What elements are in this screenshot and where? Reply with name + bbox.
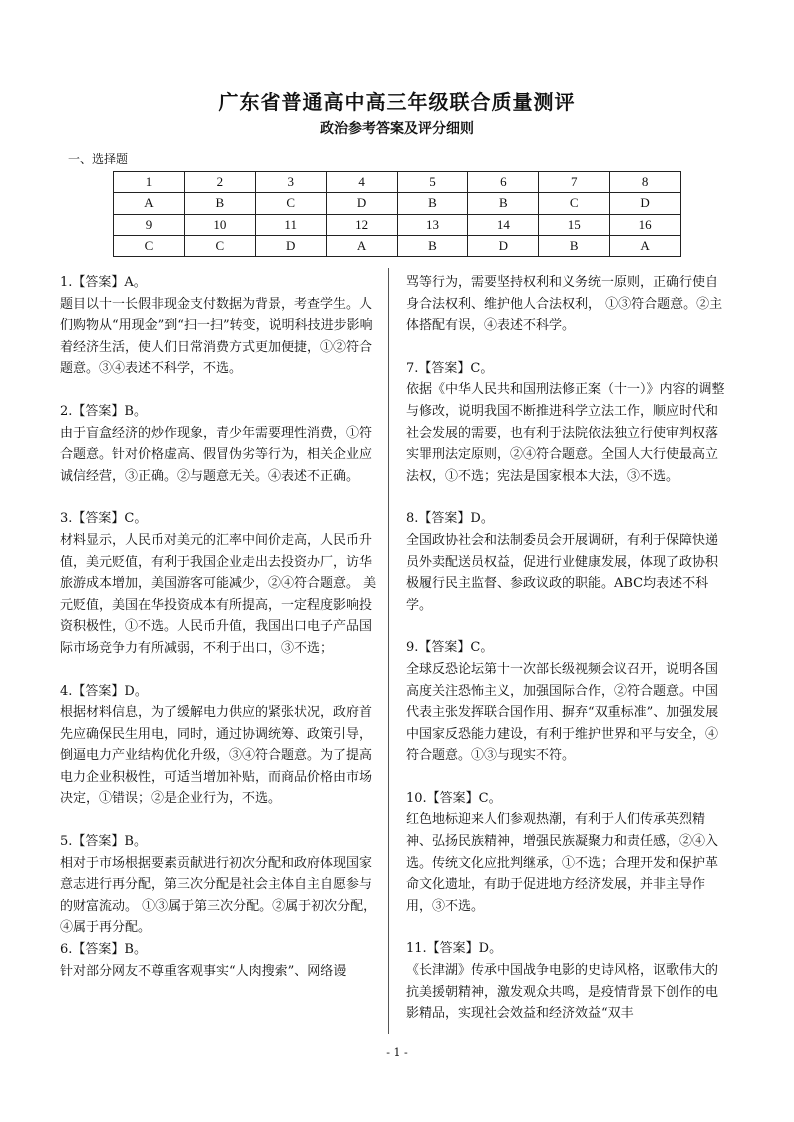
answer-table-cell: 4 bbox=[326, 172, 397, 193]
answer-explanation: 全球反恐论坛第十一次部长级视频会议召开，说明各国高度关注恐怖主义，加强国际合作，②符合题意。中国代表主张发挥联合国作用、摒弃“双重标准”、加强发展中国家反恐能力建设，有利于维护世界和平与安全，④符合题意。①③与现实不符。 bbox=[406, 661, 719, 764]
answer-explanation: 针对部分网友不尊重客观事实“人肉搜索”、网络谩 bbox=[60, 963, 347, 979]
answer-heading: 4.【答案】D。 bbox=[60, 683, 148, 699]
answer-table-cell: 3 bbox=[255, 172, 326, 193]
answer-table-cell: 1 bbox=[114, 172, 185, 193]
answer-item bbox=[60, 272, 380, 380]
answer-explanation: 红色地标迎来人们参观热潮，有利于人们传承英烈精神、弘扬民族精神，增强民族凝聚力和责任感，②④入选。传统文化应批判继承，①不选；合理开发和保护革命文化遗址，有助于促进地方经济发展，并非主导作用，③不选。 bbox=[406, 812, 719, 914]
answer-table-cell: B bbox=[539, 235, 610, 256]
answer-heading: 3.【答案】C。 bbox=[60, 511, 148, 527]
answer-table-cell: A bbox=[610, 235, 681, 256]
answer-item bbox=[406, 508, 726, 616]
answer-heading: 9.【答案】C。 bbox=[406, 640, 494, 656]
answer-table-cell: C bbox=[184, 235, 255, 256]
answer-explanation: 材料显示，人民币对美元的汇率中间价走高，人民币升值，美元贬值，有利于我国企业走出去投资办厂，访华旅游成本增加，美国游客可能减少，②④符合题意。 美元贬值，美国在华投资成本有所提高，一定程度影响投资积极性，①不选。人民币升值，我国出口电子产品国际市场竞争力有所减弱，不利于出口，③不选； bbox=[60, 532, 377, 656]
answer-table-cell: D bbox=[326, 193, 397, 214]
answer-table-cell: 6 bbox=[468, 172, 539, 193]
answer-table-cell: D bbox=[468, 235, 539, 256]
answer-table bbox=[113, 171, 681, 257]
answer-table-cell: 15 bbox=[539, 214, 610, 235]
answer-heading: 11.【答案】D。 bbox=[406, 941, 503, 957]
answer-table-cell: 8 bbox=[610, 172, 681, 193]
answer-explanation: 全国政协社会和法制委员会开展调研，有利于保障快递员外卖配送员权益，促进行业健康发展，体现了政协积极履行民主监督、参政议政的职能。ABC均表述不科学。 bbox=[406, 532, 719, 613]
answer-heading: 5.【答案】B。 bbox=[60, 834, 147, 850]
document-subtitle: 政治参考答案及评分细则 bbox=[320, 121, 474, 137]
answer-table-row bbox=[114, 214, 681, 235]
answer-item bbox=[406, 938, 726, 1024]
answer-table-cell: C bbox=[114, 235, 185, 256]
answer-table-cell: 13 bbox=[397, 214, 468, 235]
page-number: - 1 - bbox=[386, 1046, 408, 1059]
answer-explanation: 题目以十一长假非现金支付数据为背景，考查学生。人们购物从“用现金”到“扫一扫”转变，说明科技进步影响着经济生活，使人们日常消费方式更加便捷，①②符合题意。③④表述不科学，不选。 bbox=[60, 296, 373, 377]
answer-table-cell: A bbox=[326, 235, 397, 256]
answer-table-cell: 7 bbox=[539, 172, 610, 193]
answer-item bbox=[406, 637, 726, 767]
answer-heading: 1.【答案】A。 bbox=[60, 275, 147, 290]
answer-item bbox=[406, 272, 726, 337]
right-column bbox=[406, 272, 726, 1025]
column-divider bbox=[388, 268, 389, 1034]
answer-heading: 6.【答案】B。 bbox=[60, 942, 147, 958]
answer-explanation: 根据材料信息，为了缓解电力供应的紧张状况，政府首先应确保民生用电，同时，通过协调统筹、政策引导，倒逼电力产业结构优化升级，③④符合题意。为了提高电力企业积极性，可适当增加补贴，而商品价格由市场决定，①错误；②是企业行为，不选。 bbox=[60, 705, 373, 807]
answer-explanation: 骂等行为，需要坚持权利和义务统一原则，正确行使自身合法权利、维护他人合法权利， ①③符合题意。②主体搭配有误，④表述不科学。 bbox=[406, 275, 723, 334]
answer-heading: 8.【答案】D。 bbox=[406, 511, 494, 527]
answer-explanation: 由于盲盒经济的炒作现象，青少年需要理性消费，①符合题意。针对价格虚高、假冒伪劣等行为，相关企业应诚信经营，③正确。②与题意无关。④表述不正确。 bbox=[60, 425, 373, 484]
answer-table-cell: 10 bbox=[184, 214, 255, 235]
answer-table-cell: A bbox=[114, 193, 185, 214]
answer-heading: 2.【答案】B。 bbox=[60, 403, 147, 419]
answer-item bbox=[60, 939, 380, 982]
answer-table-cell: 12 bbox=[326, 214, 397, 235]
section-heading: 一、选择题 bbox=[68, 152, 129, 166]
answer-table-cell: C bbox=[255, 193, 326, 214]
answer-table-cell: D bbox=[255, 235, 326, 256]
answer-item bbox=[60, 401, 380, 487]
answer-table-row bbox=[114, 172, 681, 193]
left-column bbox=[60, 272, 380, 982]
answer-item bbox=[60, 681, 380, 811]
answer-table-cell: B bbox=[184, 193, 255, 214]
answer-item bbox=[60, 508, 380, 659]
answer-table-cell: 11 bbox=[255, 214, 326, 235]
answer-item bbox=[406, 358, 726, 488]
answer-table-cell: 16 bbox=[610, 214, 681, 235]
answer-explanation: 相对于市场根据要素贡献进行初次分配和政府体现国家意志进行再分配，第三次分配是社会主体自主自愿参与的财富流动。 ①③属于第三次分配。②属于初次分配，④属于再分配。 bbox=[60, 855, 377, 936]
answer-heading: 7.【答案】C。 bbox=[406, 360, 494, 376]
answer-table-row bbox=[114, 235, 681, 256]
answer-table-cell: 2 bbox=[184, 172, 255, 193]
answer-table-cell: B bbox=[468, 193, 539, 214]
answer-table-row bbox=[114, 193, 681, 214]
answer-item bbox=[406, 788, 726, 918]
answer-heading: 10.【答案】C。 bbox=[406, 790, 502, 806]
answer-table-cell: B bbox=[397, 235, 468, 256]
answer-table-cell: 14 bbox=[468, 214, 539, 235]
answer-table-cell: D bbox=[610, 193, 681, 214]
answer-explanation: 《长津湖》传承中国战争电影的史诗风格，讴歌伟大的抗美援朝精神，激发观众共鸣，是疫情背景下创作的电影精品，实现社会效益和经济效益“双丰 bbox=[406, 963, 719, 1022]
document-title: 广东省普通高中高三年级联合质量测评 bbox=[218, 90, 576, 114]
answer-item bbox=[60, 831, 380, 939]
answer-table-cell: C bbox=[539, 193, 610, 214]
answer-table-cell: 9 bbox=[114, 214, 185, 235]
answer-table-cell: B bbox=[397, 193, 468, 214]
answer-explanation: 依据《中华人民共和国刑法修正案（十一）》内容的调整与修改，说明我国不断推进科学立法工作，顺应时代和社会发展的需要，也有利于法院依法独立行使审判权落实罪刑法定原则，②④符合题意。全国人大行使最高立法权，①不选；宪法是国家根本大法，③不选。 bbox=[406, 382, 725, 484]
answer-table-cell: 5 bbox=[397, 172, 468, 193]
